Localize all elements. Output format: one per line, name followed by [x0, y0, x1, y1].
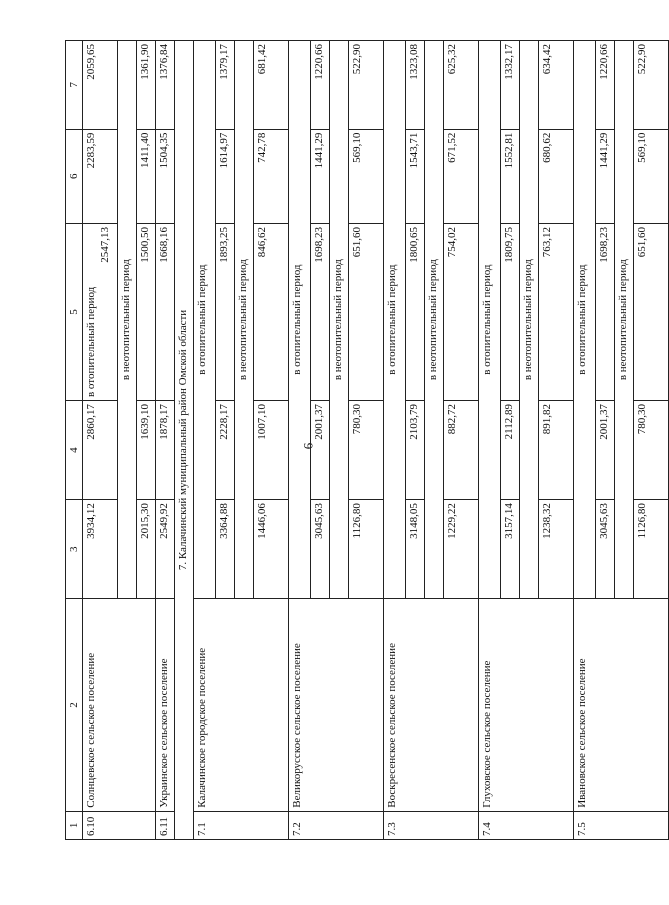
cell-value: 754,02 — [444, 224, 479, 401]
column-header-row — [66, 41, 83, 840]
cell-value: 763,12 — [539, 224, 574, 401]
rotated-table-content — [65, 40, 648, 840]
cell-value: 522,90 — [349, 41, 384, 130]
column-header: 4 — [66, 401, 83, 500]
row-name: Украинское сельское поселение — [156, 599, 175, 811]
row-name: Великорусское сельское поселение — [289, 599, 384, 811]
table-row — [289, 41, 311, 840]
cell-value: 2547,13 — [99, 227, 111, 263]
period-label: в отопительный период — [384, 41, 406, 599]
cell-value: 1614,97 — [216, 129, 235, 223]
column-header: 1 — [66, 811, 83, 839]
cell-value: 569,10 — [634, 129, 669, 223]
cell-value: 569,10 — [349, 129, 384, 223]
cell-value: 1441,29 — [311, 129, 330, 223]
period-label: в неотопительный период — [615, 41, 634, 599]
cell-value: 681,42 — [254, 41, 289, 130]
table-row — [194, 41, 216, 840]
period-label: в неотопительный период — [330, 41, 349, 599]
cell-value: 1323,08 — [406, 41, 425, 130]
table-row — [384, 41, 406, 840]
cell-value: 1500,50 — [137, 224, 156, 401]
period-label: в отопительный период — [574, 41, 596, 599]
cell-value: 2860,17 — [83, 401, 118, 500]
cell-value: 680,62 — [539, 129, 574, 223]
cell-value: 651,60 — [634, 224, 669, 401]
cell-value: 1504,35 — [156, 129, 175, 223]
row-code: 7.3 — [384, 811, 479, 839]
cell-value: 1126,80 — [634, 500, 669, 599]
cell-value: 671,52 — [444, 129, 479, 223]
cell-value: 2001,37 — [596, 401, 615, 500]
row-code: 7.4 — [479, 811, 574, 839]
cell-value: 1552,81 — [501, 129, 520, 223]
cell-value: 1411,40 — [137, 129, 156, 223]
cell-value: 1698,23 — [596, 224, 615, 401]
cell-value: 1668,16 — [156, 224, 175, 401]
cell-value: 522,90 — [634, 41, 669, 130]
column-header: 2 — [66, 599, 83, 811]
rotated-table-frame — [65, 40, 648, 840]
page-number: 6 — [300, 442, 316, 450]
cell-heating — [83, 224, 118, 401]
cell-value: 651,60 — [349, 224, 384, 401]
period-label: в неотопительный период — [425, 41, 444, 599]
cell-value: 1007,10 — [254, 401, 289, 500]
cell-value: 3045,63 — [596, 500, 615, 599]
row-code: 7.5 — [574, 811, 669, 839]
cell-value: 3364,88 — [216, 500, 235, 599]
tariff-table — [65, 40, 669, 840]
cell-value: 1543,71 — [406, 129, 425, 223]
cell-value: 3934,12 — [83, 500, 118, 599]
cell-value: 1332,17 — [501, 41, 520, 130]
cell-value: 2283,59 — [83, 129, 118, 223]
table-row — [574, 41, 596, 840]
row-code: 7.1 — [194, 811, 289, 839]
cell-value: 2103,79 — [406, 401, 425, 500]
period-label: в отопительный период — [194, 41, 216, 599]
period-label: в неотопительный период — [520, 41, 539, 599]
table-row — [83, 41, 118, 840]
cell-value: 1220,66 — [311, 41, 330, 130]
cell-value: 3148,05 — [406, 500, 425, 599]
cell-value: 1379,17 — [216, 41, 235, 130]
cell-value: 2015,30 — [137, 500, 156, 599]
column-header: 5 — [66, 224, 83, 401]
row-name: Глуховское сельское поселение — [479, 599, 574, 811]
row-name: Калачинское городское поселение — [194, 599, 289, 811]
cell-value: 1878,17 — [156, 401, 175, 500]
table-row — [156, 41, 175, 840]
column-header: 3 — [66, 500, 83, 599]
cell-value: 1229,22 — [444, 500, 479, 599]
cell-value: 625,32 — [444, 41, 479, 130]
cell-value: 1238,32 — [539, 500, 574, 599]
cell-value: 891,82 — [539, 401, 574, 500]
cell-value: 780,30 — [634, 401, 669, 500]
cell-value: 1639,10 — [137, 401, 156, 500]
row-code: 7.2 — [289, 811, 384, 839]
period-label: в отопительный период — [289, 41, 311, 599]
cell-value: 1376,84 — [156, 41, 175, 130]
cell-value: 1220,66 — [596, 41, 615, 130]
cell-value: 1893,25 — [216, 224, 235, 401]
column-header: 6 — [66, 129, 83, 223]
cell-value: 780,30 — [349, 401, 384, 500]
section-row — [175, 41, 194, 840]
cell-value: 3045,63 — [311, 500, 330, 599]
cell-value: 1809,75 — [501, 224, 520, 401]
cell-value: 2228,17 — [216, 401, 235, 500]
cell-value: 846,62 — [254, 224, 289, 401]
cell-value: 3157,14 — [501, 500, 520, 599]
table-row — [479, 41, 501, 840]
row-name: Ивановское сельское поселение — [574, 599, 669, 811]
cell-value: 882,72 — [444, 401, 479, 500]
period-label: в неотопительный период — [118, 41, 137, 599]
period-label: в отопительный период — [85, 286, 97, 398]
row-name: Воскресенское сельское поселение — [384, 599, 479, 811]
cell-value: 2001,37 — [311, 401, 330, 500]
cell-value: 1126,80 — [349, 500, 384, 599]
row-name: Солнцевское сельское поселение — [83, 599, 156, 811]
cell-value: 1441,29 — [596, 129, 615, 223]
cell-value: 742,78 — [254, 129, 289, 223]
cell-value: 1446,06 — [254, 500, 289, 599]
period-label: в отопительный период — [479, 41, 501, 599]
row-code: 6.10 — [83, 811, 156, 839]
cell-value: 2549,92 — [156, 500, 175, 599]
cell-value: 1698,23 — [311, 224, 330, 401]
cell-value: 2112,89 — [501, 401, 520, 500]
column-header: 7 — [66, 41, 83, 130]
cell-value: 2059,65 — [83, 41, 118, 130]
cell-value: 634,42 — [539, 41, 574, 130]
row-code: 6.11 — [156, 811, 175, 839]
section-title: 7. Калачинский муниципальный район Омской области — [175, 41, 194, 840]
period-label: в неотопительный период — [235, 41, 254, 599]
cell-value: 1800,65 — [406, 224, 425, 401]
cell-value: 1361,90 — [137, 41, 156, 130]
